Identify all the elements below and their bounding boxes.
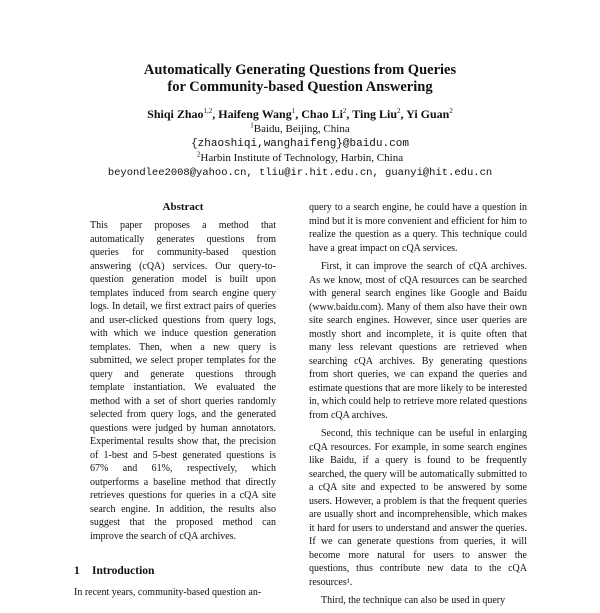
affil-mark: 1 [250, 121, 254, 130]
author-name: Ting Liu [352, 107, 398, 121]
author-name: Chao Li [301, 107, 343, 121]
paragraph: First, it can improve the search of cQA archives. As we know, most of cQA resources can be searched with general search engines like Google and Baidu (www.baidu.com). Many of them also have their own site search engines. However, since user queries are mostly short and incomplete, it is quite often that many less relevant questions are retrieved when searching cQA archives. By generating questions from short queries, we can expand the queries and estimate questions that are more likely to be interested in, which could help to retrieve more related questions from cQA archives. [309, 261, 527, 421]
section-heading-introduction [74, 565, 154, 577]
email-line-1: {zhaoshiqi,wanghaifeng}@baidu.com [191, 138, 409, 150]
title-line-2: for Community-based Question Answering [167, 79, 433, 95]
affil-mark: 2 [196, 150, 201, 159]
author-affil-mark: 2 [342, 107, 347, 115]
paragraph: Third, the technique can also be used in query [321, 595, 506, 606]
author-name: Shiqi Zhao [147, 107, 204, 121]
affiliation-text: Harbin Institute of Technology, Harbin, China [200, 152, 404, 164]
right-column [309, 201, 527, 613]
paragraph: query to a search engine, he could have a question in mind but it is more convenient and efficient for him to realize the question as a query. This technique could have a great impact on cQA services. [309, 202, 527, 254]
affiliation-1 [0, 122, 600, 136]
title-line-1: Automatically Generating Questions from Queries [143, 62, 457, 78]
author-name: Yi Guan [406, 107, 450, 121]
introduction-first-line: In recent years, community-based question an- [74, 587, 262, 598]
paragraph: Second, this technique can be useful in enlarging cQA resources. For example, in some search engines like Baidu, if a query is found to be frequently searched, the query will be automatically submitted to a cQA site and expected to be answered by some users. However, a problem is that the frequent queries are usually short and incomprehensible, which makes it hard for users to understand and answer the queries. If we can generate questions from queries, it will become more natural for users to answer the questions, thus contribute new data to the cQA resources¹. [309, 428, 527, 588]
paper-title [0, 62, 600, 96]
author-name: Haifeng Wang [218, 107, 292, 121]
affiliation-2 [0, 151, 600, 165]
section-title: Introduction [92, 565, 155, 577]
author-list: Shiqi Zhao$^{1,2}$, Haifeng Wang$^1$, Chao Li$^2$, Ting Liu$^2$, Yi Guan$^2$ [147, 107, 453, 121]
author-affil-mark: 2 [397, 107, 401, 115]
author-affil-mark: 1,2 [203, 107, 213, 115]
abstract-body: This paper proposes a method that automatically generates questions from queries for community-based question answering (cQA) services. Our query-to-question generation model is built upon templates induced from search engine query logs. In detail, we first extract pairs of queries and user-clicked questions from query logs, with which we induce question generation templates. Then, when a new query is submitted, we select proper templates for the query and generate questions through template instantiation. We evaluated the method with a set of short queries randomly selected from query logs, and the generated questions were judged by human annotators. Experimental results show that, the precision of 1-best and 5-best generated questions is 67% and 61%, respectively, which outperforms a baseline method that directly retrieves questions for queries in a cQA site search engine. In addition, the results also suggest that the proposed method can improve the search of cQA archives. [90, 220, 276, 542]
author-affil-mark: 2 [449, 107, 453, 115]
author-affil-mark: 1 [291, 107, 296, 115]
abstract-heading: Abstract [162, 201, 204, 213]
section-number: 1 [74, 565, 80, 577]
email-line-2: beyondlee2008@yahoo.cn, tliu@ir.hit.edu.cn, guanyi@hit.edu.cn [107, 167, 493, 179]
affiliation-text: Baidu, Beijing, China [253, 123, 350, 135]
